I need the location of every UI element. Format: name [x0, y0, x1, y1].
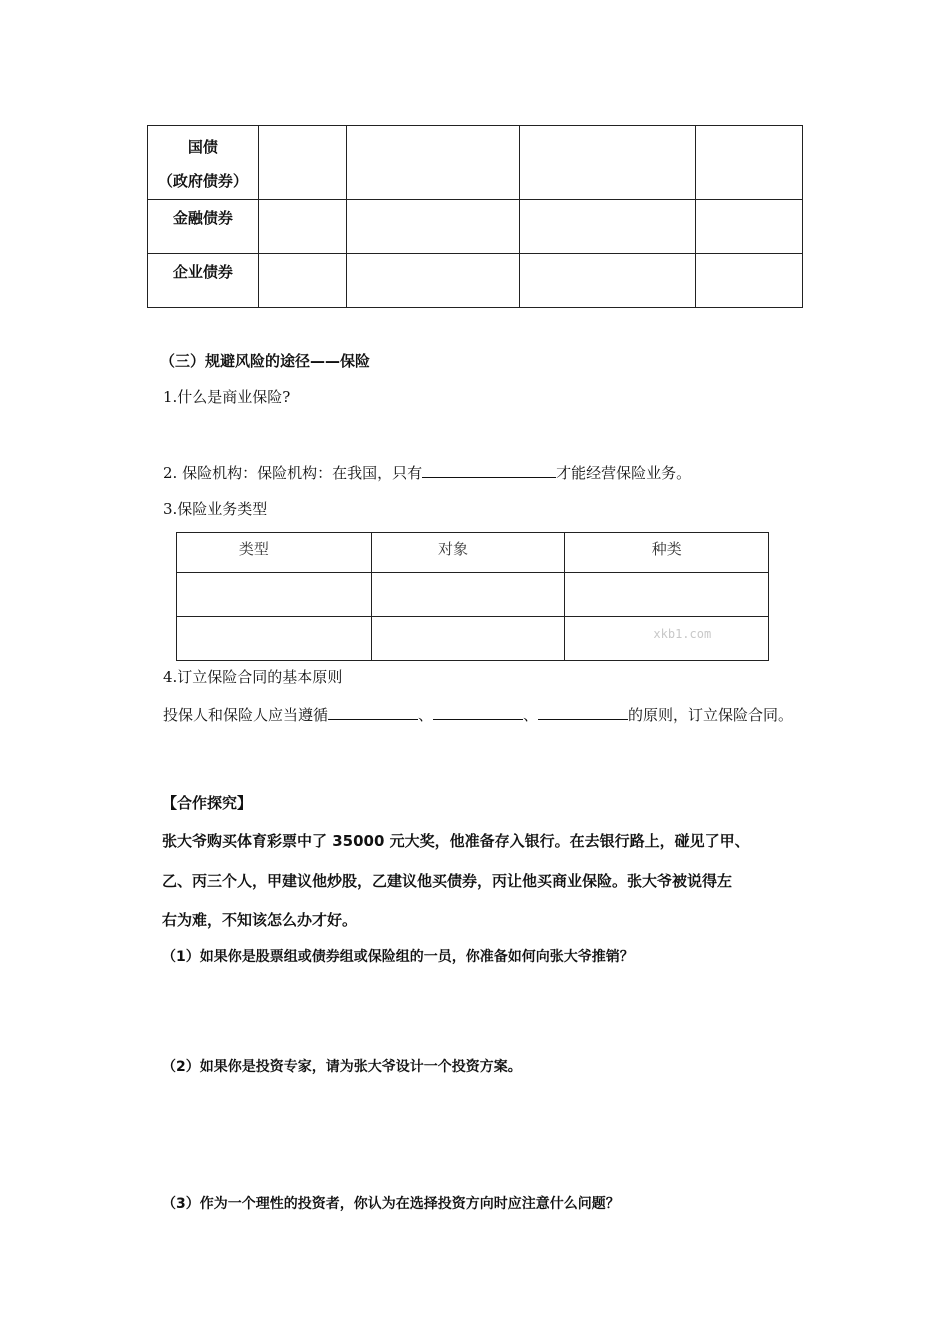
- story-line: 张大爷购买体育彩票中了 35000 元大奖，他准备存入银行。在去银行路上，碰见了甲、: [162, 832, 750, 850]
- table-cell[interactable]: [258, 126, 346, 200]
- cooperation-heading: 【合作探究】: [162, 794, 253, 812]
- answer-blank[interactable]: [328, 705, 418, 720]
- row-label-corporate-bond: 企业债券: [148, 254, 259, 308]
- question-2-suffix: 才能经营保险业务。: [556, 464, 692, 482]
- row-label-treasury: [148, 126, 259, 200]
- table-cell[interactable]: [258, 200, 346, 254]
- table-cell[interactable]: [177, 573, 372, 617]
- discussion-question-2: （2）如果你是投资专家，请为张大爷设计一个投资方案。: [162, 1059, 522, 1075]
- table-cell[interactable]: [565, 573, 769, 617]
- table-row: [148, 254, 803, 308]
- table-row: [177, 573, 769, 617]
- answer-blank[interactable]: [433, 705, 523, 720]
- table-cell[interactable]: [346, 200, 520, 254]
- table-header-row: [177, 533, 769, 573]
- table-row: [177, 617, 769, 661]
- table-cell[interactable]: [346, 254, 520, 308]
- table-cell[interactable]: [520, 254, 696, 308]
- story-line: 乙、丙三个人，甲建议他炒股，乙建议他买债券，丙让他买商业保险。张大爷被说得左: [162, 872, 733, 890]
- answer-blank[interactable]: [422, 463, 556, 478]
- table-cell[interactable]: [258, 254, 346, 308]
- discussion-question-1: （1）如果你是股票组或债券组或保险组的一员，你准备如何向张大爷推销？: [162, 949, 634, 965]
- story-line: 右为难，不知该怎么办才好。: [162, 911, 358, 929]
- table-cell[interactable]: [565, 617, 769, 661]
- table-row: [148, 200, 803, 254]
- table-cell[interactable]: [520, 126, 696, 200]
- question-3: 3.保险业务类型: [163, 500, 268, 518]
- table-cell[interactable]: [696, 254, 803, 308]
- question-4: 4.订立保险合同的基本原则: [163, 668, 343, 686]
- column-header-kind: 种类: [565, 533, 769, 573]
- row-label-financial-bond: 金融债券: [148, 200, 259, 254]
- question-2: [163, 462, 691, 483]
- separator: 、: [523, 706, 539, 724]
- table-row: [148, 126, 803, 200]
- section-heading: （三）规避风险的途径——保险: [160, 352, 371, 370]
- column-header-type: 类型: [177, 533, 372, 573]
- answer-blank[interactable]: [538, 705, 628, 720]
- column-header-object: 对象: [371, 533, 565, 573]
- table-cell[interactable]: [177, 617, 372, 661]
- separator: 、: [418, 706, 434, 724]
- question-1: 1.什么是商业保险?: [163, 388, 291, 406]
- table-cell[interactable]: [371, 573, 565, 617]
- table-cell[interactable]: [520, 200, 696, 254]
- question-4-suffix: 的原则，订立保险合同。: [628, 706, 794, 724]
- question-4-prefix: 投保人和保险人应当遵循: [163, 706, 329, 724]
- table-cell[interactable]: [346, 126, 520, 200]
- row-label-text: 国债: [187, 138, 218, 156]
- table-cell[interactable]: [696, 200, 803, 254]
- insurance-type-table: [176, 532, 769, 661]
- question-4-fill: [163, 704, 793, 725]
- question-2-prefix: 2. 保险机构：保险机构：在我国，只有: [163, 464, 423, 482]
- bond-table: [147, 125, 803, 308]
- row-label-subtext: （政府债券）: [157, 172, 248, 190]
- table-cell[interactable]: [371, 617, 565, 661]
- discussion-question-3: （3）作为一个理性的投资者，你认为在选择投资方向时应注意什么问题？: [162, 1196, 620, 1212]
- watermark: xkb1.com: [653, 627, 712, 641]
- table-cell[interactable]: [696, 126, 803, 200]
